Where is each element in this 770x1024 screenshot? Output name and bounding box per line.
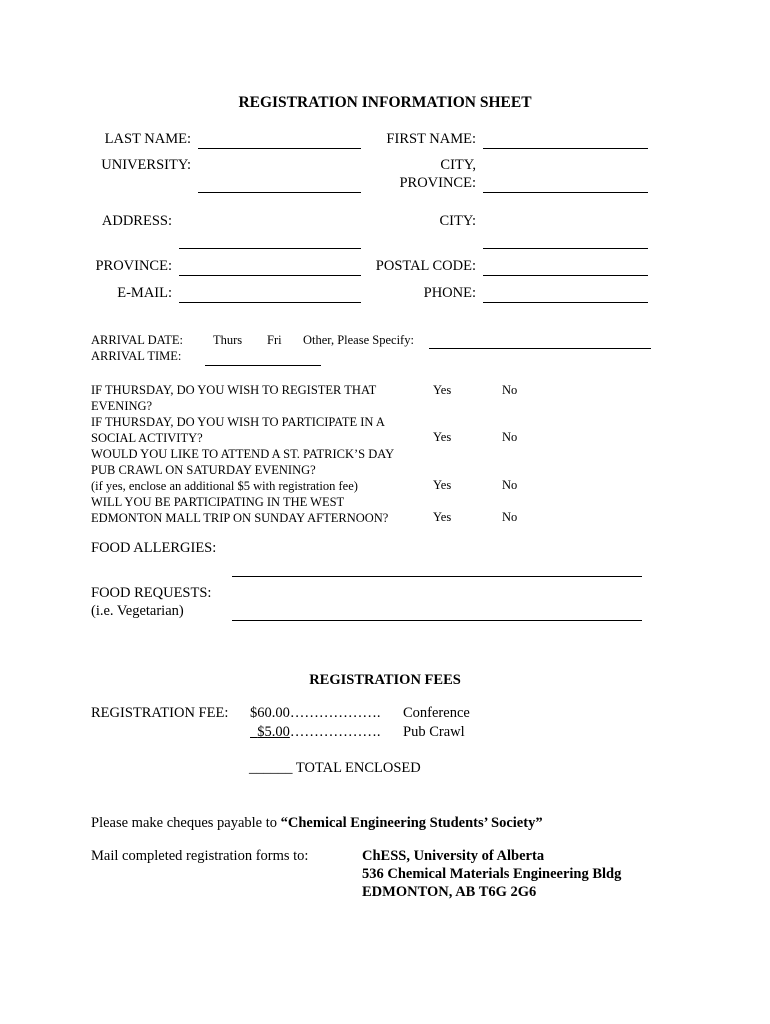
pub-crawl-fee-label: Pub Crawl bbox=[403, 724, 465, 740]
last-name-field[interactable] bbox=[198, 148, 361, 149]
arrival-option-fri[interactable]: Fri bbox=[267, 333, 282, 347]
postal-code-field[interactable] bbox=[483, 275, 648, 276]
food-requests-example: (i.e. Vegetarian) bbox=[91, 603, 184, 619]
food-requests-field[interactable] bbox=[232, 620, 642, 621]
arrival-other-field[interactable] bbox=[429, 348, 651, 349]
address-field[interactable] bbox=[179, 248, 361, 249]
q2-yes-option[interactable]: Yes bbox=[433, 430, 452, 444]
phone-label: PHONE: bbox=[423, 285, 476, 301]
food-requests-label: FOOD REQUESTS: bbox=[91, 585, 212, 601]
university-label: UNIVERSITY: bbox=[101, 157, 191, 173]
registration-fees-heading: REGISTRATION FEES bbox=[309, 672, 461, 688]
pub-crawl-fee-amount: $5.00………………. bbox=[257, 724, 381, 740]
page-title: REGISTRATION INFORMATION SHEET bbox=[238, 94, 532, 111]
q3-no-option[interactable]: No bbox=[502, 478, 518, 492]
registration-fee-label: REGISTRATION FEE: bbox=[91, 705, 229, 721]
email-label: E-MAIL: bbox=[117, 285, 172, 301]
first-name-label: FIRST NAME: bbox=[386, 131, 476, 147]
question-pub-crawl: WOULD YOU LIKE TO ATTEND A ST. PATRICK’S DAY PUB CRAWL ON SATURDAY EVENING? (if yes, enclose an additional $5 with registration fee) bbox=[91, 447, 395, 493]
province-label: PROVINCE: bbox=[95, 258, 172, 274]
food-allergies-label: FOOD ALLERGIES: bbox=[91, 540, 217, 556]
first-name-field[interactable] bbox=[483, 148, 648, 149]
conference-fee-amount: $60.00………………. bbox=[250, 705, 381, 721]
total-enclosed-blank[interactable]: ______ bbox=[249, 760, 293, 776]
email-field[interactable] bbox=[179, 302, 361, 303]
conference-fee-label: Conference bbox=[403, 705, 470, 721]
arrival-time-field[interactable] bbox=[205, 365, 321, 366]
question-social-activity: IF THURSDAY, DO YOU WISH TO PARTICIPATE IN A SOCIAL ACTIVITY? bbox=[91, 415, 385, 445]
university-city-province-field[interactable] bbox=[483, 192, 648, 193]
q1-no-option[interactable]: No bbox=[502, 383, 518, 397]
food-allergies-field[interactable] bbox=[232, 576, 642, 577]
address-label: ADDRESS: bbox=[101, 213, 172, 229]
question-mall-trip: WILL YOU BE PARTICIPATING IN THE WEST EDMONTON MALL TRIP ON SUNDAY AFTERNOON? bbox=[91, 495, 389, 525]
city-province-label-line1: CITY, bbox=[440, 157, 476, 173]
last-name-label: LAST NAME: bbox=[104, 131, 191, 147]
total-enclosed: ______ TOTAL ENCLOSED bbox=[249, 760, 421, 776]
mail-forms-label: Mail completed registration forms to: bbox=[91, 848, 309, 864]
arrival-option-thurs[interactable]: Thurs bbox=[213, 333, 243, 347]
mailing-address: ChESS, University of Alberta 536 Chemical Materials Engineering Bldg EDMONTON, AB T6G 2G6 bbox=[362, 848, 622, 900]
q2-no-option[interactable]: No bbox=[502, 430, 518, 444]
province-field[interactable] bbox=[179, 275, 361, 276]
university-field[interactable] bbox=[198, 192, 361, 193]
cheques-payee: “Chemical Engineering Students’ Society” bbox=[280, 815, 543, 831]
question-register-evening: IF THURSDAY, DO YOU WISH TO REGISTER THAT EVENING? bbox=[91, 383, 377, 413]
q4-no-option[interactable]: No bbox=[502, 510, 518, 524]
cheques-payable-text: Please make cheques payable to “Chemical Engineering Students’ Society” bbox=[91, 815, 543, 831]
city-label: CITY: bbox=[439, 213, 476, 229]
city-field[interactable] bbox=[483, 248, 648, 249]
arrival-time-label: ARRIVAL TIME: bbox=[91, 349, 182, 363]
arrival-date-label: ARRIVAL DATE: bbox=[91, 333, 184, 347]
city-province-label-line2: PROVINCE: bbox=[399, 175, 476, 191]
phone-field[interactable] bbox=[483, 302, 648, 303]
q3-yes-option[interactable]: Yes bbox=[433, 478, 452, 492]
q4-yes-option[interactable]: Yes bbox=[433, 510, 452, 524]
postal-code-label: POSTAL CODE: bbox=[375, 258, 476, 274]
q1-yes-option[interactable]: Yes bbox=[433, 383, 452, 397]
arrival-option-other[interactable]: Other, Please Specify: bbox=[303, 333, 414, 347]
